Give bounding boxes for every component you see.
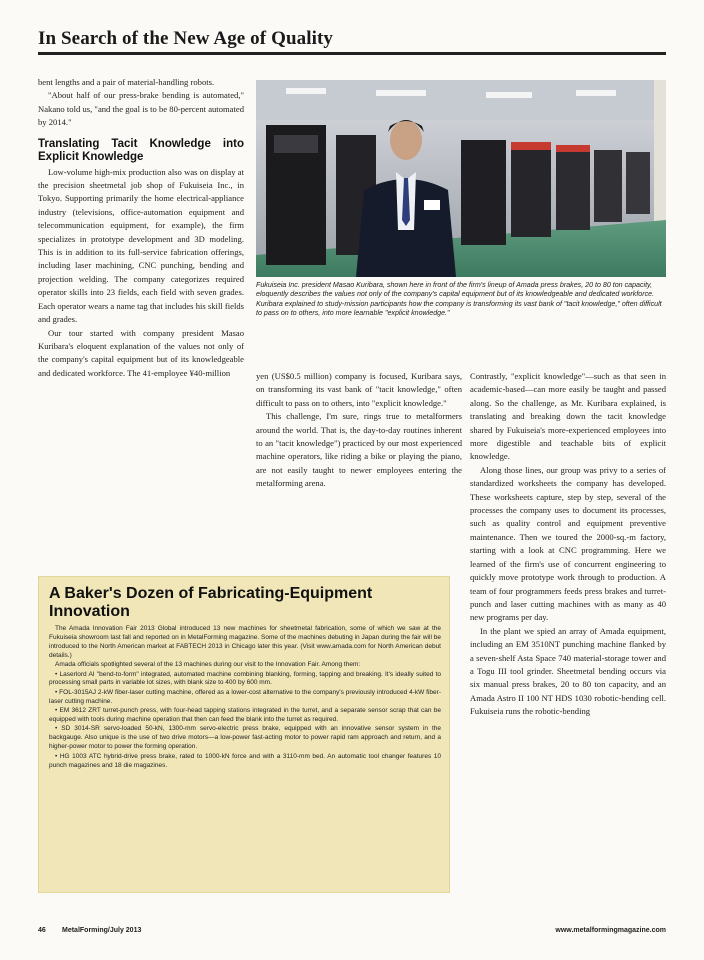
title-rule (38, 52, 666, 55)
sidebar-paragraph: • FOL-3015AJ 2-kW fiber-laser cutting machine, offered as a lower-cost alternative to the company's previously introduced 4-kW fiber-laser cutting machine. (49, 688, 441, 705)
paragraph: "About half of our press-brake bending is automated," Nakano told us, "and the goal is to be 80-percent automated by 2014." (38, 90, 244, 128)
sidebar-title: A Baker's Dozen of Fabricating-Equipment Innovation (49, 585, 373, 620)
publication-date: MetalForming/July 2013 (62, 927, 142, 934)
sidebar-paragraph: • Laserlord AI "bend-to-form" integrated, automated machine combining blanking, forming, tapping and breaking. It's ideally suited to processing small parts in variable lot sizes, with blank size to 400 by 600 mm. (49, 670, 441, 687)
page-number: 46 (38, 927, 46, 934)
paragraph: Low-volume high-mix production also was on display at the precision sheetmetal job shop of Fukuiseia Inc., in Tokyo. Supporting primarily the home electrical-appliance industry (televisions, office-automation equipment and telecommunication equipment, for example), the firm specializes in prototype development and 3D modeling. This is in addition to its full-service fabrication offerings, including laser machining, CNC punching, bending and projection welding. The company categorizes required operator skills into 23 fields, each field with seven grades. Each operator wears a name tag that includes his skill fields and grades. (38, 166, 244, 325)
factory-photo (256, 80, 666, 277)
section-subhead: Translating Tacit Knowledge into Explicit Knowledge (38, 137, 244, 163)
website-link[interactable]: www.metalformingmagazine.com (555, 927, 666, 934)
article-column-3 (470, 370, 666, 719)
sidebar-paragraph: • HG 1003 ATC hybrid-drive press brake, rated to 1000-kN force and with a 3110-mm bed. An automatic tool changer features 10 punch magazines and 18 die magazines. (49, 752, 441, 769)
page-title: In Search of the New Age of Quality (38, 28, 333, 49)
paragraph: yen (US$0.5 million) company is focused, Kuribara says, on transforming its vast bank of "tacit knowledge," often difficult to pass on to others, into "explicit knowledge." (256, 371, 462, 408)
article-column-2 (256, 370, 462, 491)
paragraph: This challenge, I'm sure, rings true to metalformers around the world. That is, the day-to-day routines inherent to an "tacit knowledge") practiced by our most experienced machine operators, like riding a bike or playing the piano, are not easily taught to newer employees entering the metalforming arena. (256, 411, 462, 489)
paragraph: Along those lines, our group was privy to a series of standardized worksheets the company has developed. These worksheets capture, step by step, several of the processes the company uses to document its processes, such as quality control and equipment preventive maintenance. Then we toured the 2000-sq.-m factory, starting with a look at CNC programming. Here we learned of the firm's use of concurrent engineering to quickly move prototype work through to production. A team of four programmers feeds press brakes and turret-punch and laser cutting machines with as many as 40 new programs per day. (470, 464, 666, 623)
paragraph: Our tour started with company president Masao Kuribara's eloquent explanation of the values not only of the company's capital equipment but of its knowledgeable and dedicated workforce. The 41-employee ¥40-million (38, 327, 244, 378)
paragraph: bent lengths and a pair of material-handling robots. (38, 77, 215, 87)
sidebar-paragraph: Amada officials spotlighted several of the 13 machines during our visit to the Innovation Fair. Among them: (55, 661, 361, 669)
sidebar-paragraph: • EM 3612 ZRT turret-punch press, with four-head tapping stations integrated in the turret, and a separate sensor scrap that can be equipped with tools during machine operation that then can feed the blank into the turret as required. (49, 707, 441, 724)
photo-illustration (256, 80, 666, 277)
article-column-1 (38, 76, 244, 380)
photo-caption: Fukuiseia Inc. president Masao Kuribara, shown here in front of the firm's lineup of Amada press brakes, 20 to 80 ton capacity, eloquently describes the values not only of the company's capital equipment but of its knowledgeable and dedicated workforce. Kuribara explained to study-mission participants how the company is transforming its vast bank of "tacit knowledge," often difficult to pass on to others, into more learnable "explicit knowledge." (256, 281, 662, 317)
paragraph: Contrastly, "explicit knowledge"—such as that seen in academic-based—can more easily be taught and passed along. So the challenge, as Mr. Kuribara explained, is translating and breaking down the tacit knowledge shared by Fukuiseia's more-experienced employees into more digestible and teachable bits of explicit knowledge. (470, 371, 666, 462)
sidebar-paragraph: • SD 3014-SR servo-loaded 50-kN, 1300-mm servo-electric press brake, equipped with an innovative sensor system in the backgauge. Also unique is the use of two drive motors—a low-power fast-acting motor to power rapid ram approach and return, and a higher-power motor to power the forming operation. (49, 725, 441, 751)
sidebar-paragraph: The Amada Innovation Fair 2013 Global introduced 13 new machines for sheetmetal fabrication, some of which we saw at the Fukuiseia showroom last fall and reported on in MetalForming magazine. Some of the machines debuting in Japan during the fair will be introduced to the North American market at FABTECH 2013 in Chicago later this year. (Visit www.amada.com for North American debut details.) (49, 625, 441, 659)
page-header (38, 28, 666, 55)
sidebar-box (38, 576, 450, 893)
sidebar-body (49, 625, 441, 771)
paragraph: In the plant we spied an array of Amada equipment, including an EM 3510NT punching machine flanked by a seven-shelf Asta Space 740 material-storage tower and a Togu III tool grinder. Sheetmetal bending occurs via six manual press brakes, 20 to 80 ton capacity, and an Amada Astro II 100 NT HDS 1030 robotic-bending cell. Fukuiseia runs the robotic-bending (470, 625, 666, 717)
